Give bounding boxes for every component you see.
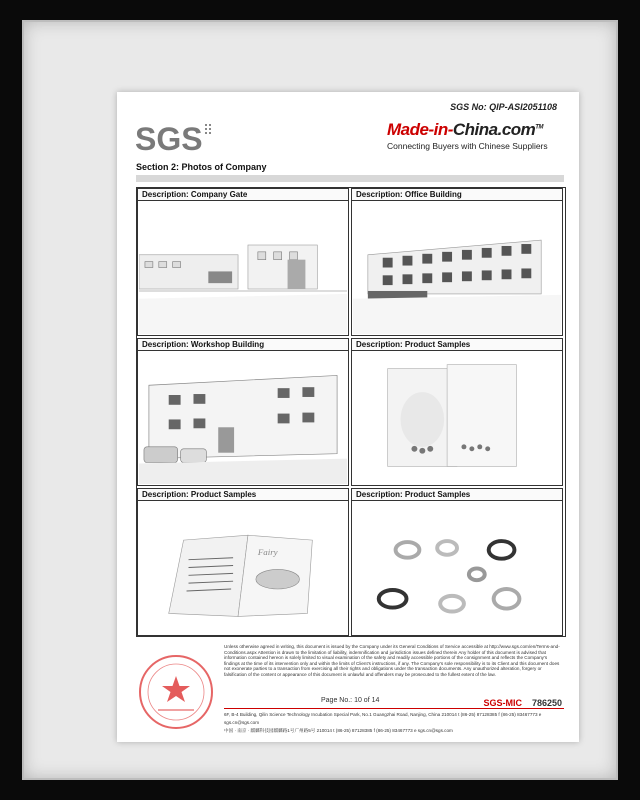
photo-caption: Description: Product Samples — [352, 489, 562, 501]
address-line-en: 6F, B-4 Building, Qilin Science Technology Incubation Special Park, No.1 Guangzhai Road, Nanjing, China 210014 t (86-25) 87128385 f (86-25) 83467773 e sgs.cn@sgs.com — [224, 712, 542, 725]
photo-cell-product-samples-1 — [351, 338, 563, 486]
address-line-cn: 中国 · 南京 · 麒麟科技园麒麟路1号广州路5号 210014 t (86-25) 87128385 f (86-25) 83467773 e sgs.cn@sgs.com — [224, 728, 453, 733]
svg-text:Fairy: Fairy — [257, 546, 278, 557]
document-page — [117, 92, 579, 742]
company-seal-stamp — [136, 652, 216, 732]
photo-cell-workshop-building — [137, 338, 349, 486]
mic-brand-red: Made-in- — [387, 120, 453, 139]
made-in-china-logo — [387, 120, 567, 151]
workshop-building-photo — [139, 351, 347, 484]
office-building-photo — [353, 201, 561, 334]
serial-number: 786250 — [531, 698, 562, 708]
page-number: Page No.: 10 of 14 — [321, 697, 380, 704]
photo-cell-product-samples-2 — [137, 488, 349, 636]
photo-cell-product-samples-3 — [351, 488, 563, 636]
sgs-logo — [135, 118, 215, 158]
product-samples-photo — [353, 501, 561, 634]
photo-caption: Description: Office Building — [352, 189, 562, 201]
legal-disclaimer: Unless otherwise agreed in writing, this document is issued by the Company under its General Conditions of Service accessible at http://www.sgs.com/en/Terms-and-Conditions.aspx Attention is drawn to the limitation of liability, indemnification and jurisdiction issues defined therein Any holder of this document is advised that information contained hereon is solely limited to visual examination of the safety and readily accessible portions of the consignment and reflects the Company's findings at the time of its intervention only and within the limits of Client's instructions, if any. The Company's sole responsibility is to its Client and this document does not exonerate parties to a transaction from exercising all their rights and obligations under the transaction documents. Any unauthorized alteration, forgery or falsification of the content or appearance of this document is unlawful and offenders may be prosecuted to the fullest extent of the law. — [224, 644, 560, 677]
mic-tagline: Connecting Buyers with Chinese Suppliers — [387, 141, 548, 151]
photo-caption: Description: Company Gate — [138, 189, 348, 201]
mic-brand-dark: China.com — [452, 120, 536, 139]
section-subtitle-bar — [136, 175, 564, 182]
photo-cell-office-building — [351, 188, 563, 336]
photo-cell-company-gate — [137, 188, 349, 336]
company-gate-photo — [139, 201, 347, 334]
photo-caption: Description: Workshop Building — [138, 339, 348, 351]
frame-mat — [22, 20, 618, 780]
photo-caption: Description: Product Samples — [352, 339, 562, 351]
office-address — [224, 711, 564, 735]
product-samples-photo — [139, 501, 347, 634]
section-title: Section 2: Photos of Company — [136, 162, 267, 172]
document-footer — [136, 644, 564, 736]
photo-caption: Description: Product Samples — [138, 489, 348, 501]
mic-brand — [387, 120, 567, 140]
sgs-mic-label — [483, 698, 562, 708]
trademark-mark: TM — [535, 124, 543, 131]
sgs-report-number: SGS No: QIP-ASI2051108 — [450, 102, 557, 112]
product-samples-photo — [353, 351, 561, 484]
footer-divider — [224, 708, 564, 709]
sgs-logo-text: SGS — [135, 121, 203, 157]
photo-grid — [136, 187, 566, 637]
sgs-mic-text: SGS-MIC — [483, 698, 522, 708]
